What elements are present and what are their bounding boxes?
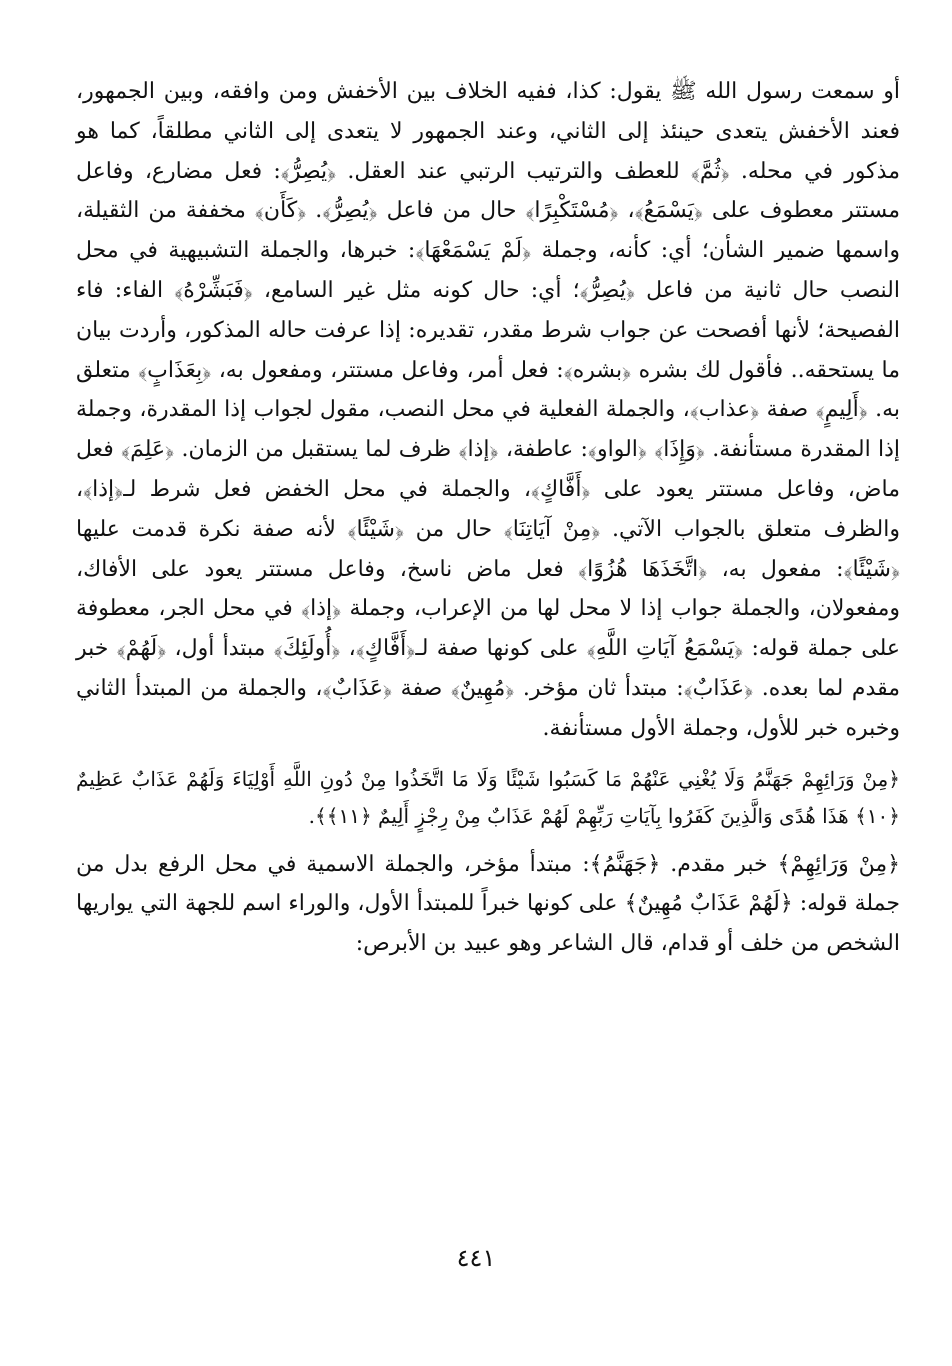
quran-verse-block: ﴿مِنْ وَرَائِهِمْ جَهَنَّمُ وَلَا يُغْنِي عَنْهُمْ مَا كَسَبُوا شَيْئًا وَلَا مَا اتَّخَذُوا مِنْ دُونِ اللَّهِ أَوْلِيَاءَ وَلَهُمْ عَذَابٌ عَظِيمٌ ﴿١٠﴾ هَذَا هُدًى وَالَّذِينَ كَفَرُوا بِآيَاتِ رَبِّهِمْ لَهُمْ عَذَابٌ مِنْ رِجْزٍ أَلِيمٌ ﴿١١﴾﴾.	[76, 766, 900, 828]
commentary-paragraph-2: ﴿مِنْ وَرَائِهِمْ﴾ خبر مقدم. ﴿جَهَنَّمُ﴾: مبتدأ مؤخر، والجملة الاسمية في محل الرفع بدل من جملة قوله: ﴿لَهُمْ عَذَابٌ مُهِينٌ﴾ على كونها خبراً للمبتدأ الأول، والوراء اسم للجهة التي يواريها الشخص من خلف أو قدام، قال الشاعر وهو عبيد بن الأبرص:	[76, 851, 900, 957]
page-number: ٤٤١	[456, 1244, 496, 1272]
page-body	[76, 72, 900, 964]
commentary-paragraph-1: أو سمعت رسول الله ﷺ يقول: كذا، ففيه الخلاف بين الأخفش ومن وافقه، وبين الجمهور، فعند الأخفش يتعدى حينئذ إلى الثاني، وعند الجمهور لا يتعدى إلى الثاني مطلقاً، كما هو مذكور في محله. ﴿ثُمَّ﴾ للعطف والترتيب الرتبي عند العقل. ﴿يُصِرُّ﴾: فعل مضارع، وفاعل مستتر معطوف على ﴿يَسْمَعُ﴾، ﴿مُسْتَكْبِرًا﴾ حال من فاعل ﴿يُصِرُّ﴾. ﴿كَأَن﴾ مخففة من الثقيلة، واسمها ضمير الشأن؛ أي: كأنه، وجملة ﴿لَمْ يَسْمَعْهَا﴾: خبرها، والجملة التشبيهية في محل النصب حال ثانية من فاعل ﴿يُصِرُّ﴾؛ أي: حال كونه مثل غير السامع، ﴿فَبَشِّرْهُ﴾ الفاء: فاء الفصيحة؛ لأنها أفصحت عن جواب شرط مقدر، تقديره: إذا عرفت حاله المذكور، وأردت بيان ما يستحقه.. فأقول لك بشره ﴿بشره﴾: فعل أمر، وفاعل مستتر، ومفعول به، ﴿بِعَذَابٍ﴾ متعلق به. ﴿أَلِيمٍ﴾ صفة ﴿عذاب﴾، والجملة الفعلية في محل النصب، مقول لجواب إذا المقدرة، وجملة إذا المقدرة مستأنفة. ﴿وَإِذَا﴾ ﴿الواو﴾: عاطفة، ﴿إذا﴾ ظرف لما يستقبل من الزمان. ﴿عَلِمَ﴾ فعل ماض، وفاعل مستتر يعود على ﴿أَفَّاكٍ﴾، والجملة في محل الخفض فعل شرط لـ﴿إذا﴾، والظرف متعلق بالجواب الآتي. ﴿مِنْ آيَاتِنَا﴾ حال من ﴿شَيْئًا﴾ لأنه صفة نكرة قدمت عليها ﴿شَيْئًا﴾: مفعول به، ﴿اتَّخَذَهَا هُزُوًا﴾ فعل ماض ناسخ، وفاعل مستتر يعود على الأفاك، ومفعولان، والجملة جواب إذا لا محل لها من الإعراب، وجملة ﴿إذا﴾ في محل الجر، معطوفة على جملة قوله: ﴿يَسْمَعُ آيَاتِ اللَّهِ﴾ على كونها صفة لـ﴿أَفَّاكٍ﴾، ﴿أُولَئِكَ﴾ مبتدأ أول، ﴿لَهُمْ﴾ خبر مقدم لما بعده. ﴿عَذَابٌ﴾: مبتدأ ثان مؤخر. ﴿مُهِينٌ﴾ صفة ﴿عَذَابٌ﴾، والجملة من المبتدأ الثاني وخبره خبر للأول، وجملة الأول مستأنفة.	[76, 79, 900, 741]
